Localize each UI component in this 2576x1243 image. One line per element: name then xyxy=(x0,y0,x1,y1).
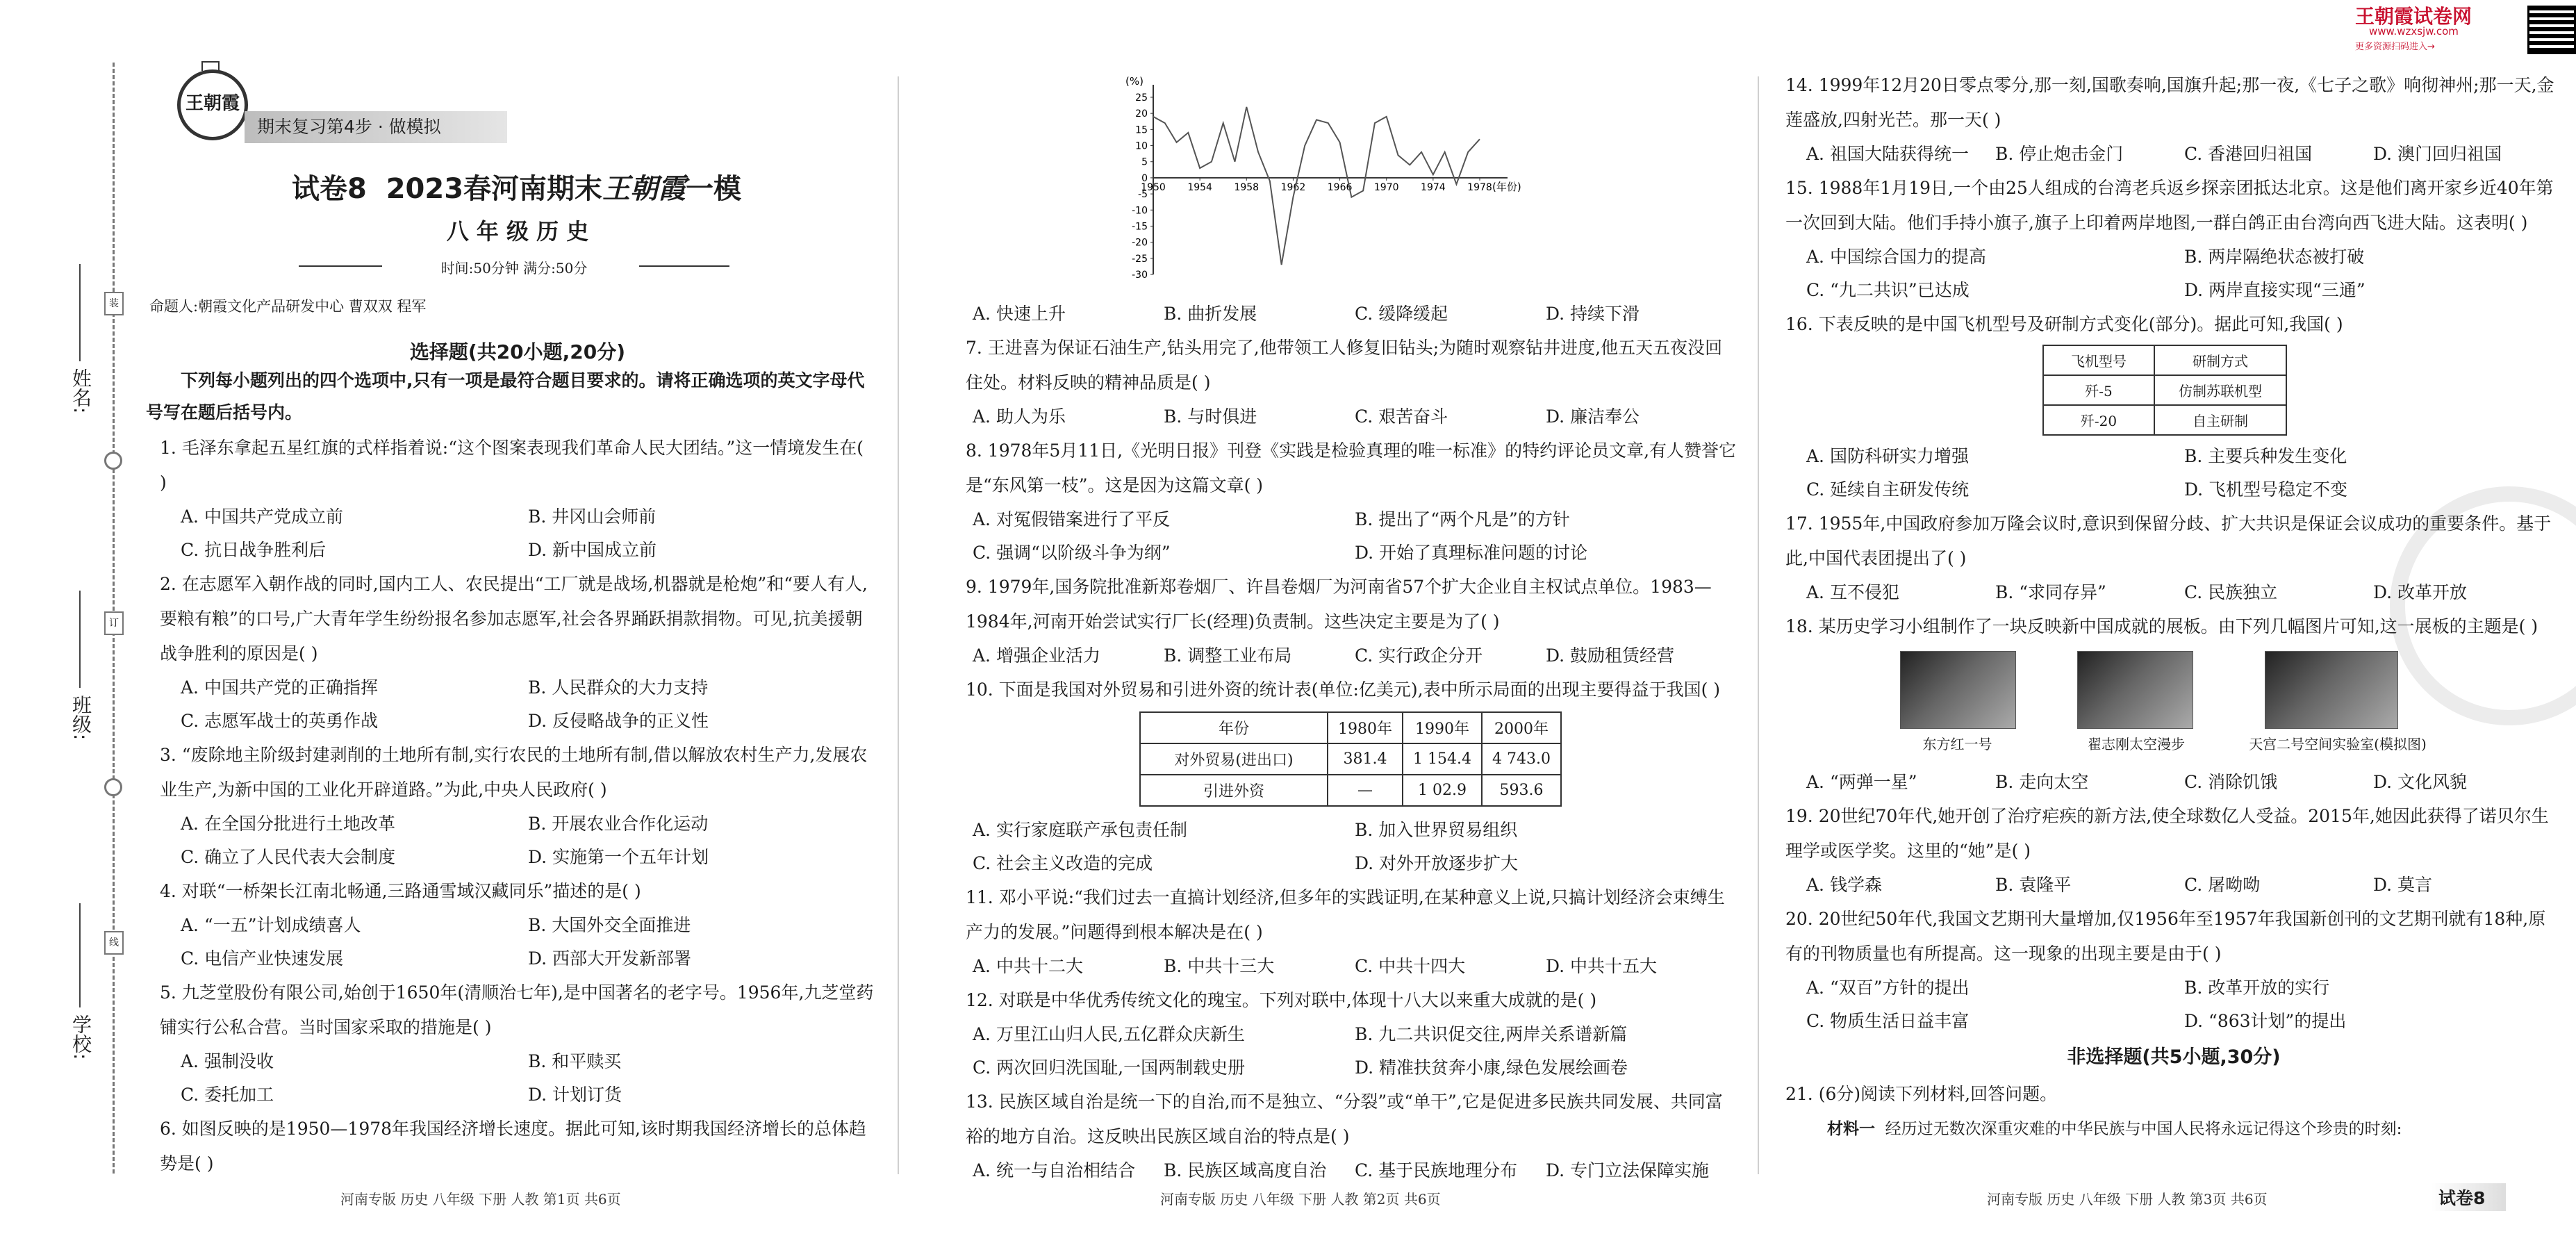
option[interactable]: C. 两次回归洗国耻,一国两制载史册 xyxy=(973,1057,1246,1078)
question-1 xyxy=(160,431,875,567)
column-1 xyxy=(146,0,889,1243)
option[interactable]: C. 缓降缓起 xyxy=(1355,304,1448,324)
question-stem: 7. 王进喜为保证石油生产,钻头用完了,他带领工人修复旧钻头;为随时观察钻井进度,他五天五夜没回住处。材料反映的精神品质是( ) xyxy=(966,338,1723,393)
option[interactable]: B. 开展农业合作化运动 xyxy=(528,814,709,834)
site-logo[interactable]: 王朝霞试卷网 xyxy=(2355,5,2472,28)
option[interactable]: D. 计划订货 xyxy=(528,1085,622,1105)
column-2 xyxy=(952,0,1751,1243)
option[interactable]: A. “两弹一星” xyxy=(1806,772,1917,792)
x-tick-label: 1954 xyxy=(1187,181,1212,193)
option[interactable]: C. 物质生活日益丰富 xyxy=(1806,1011,1970,1031)
binding-marker: 订 xyxy=(104,611,124,635)
option[interactable]: A. 中国综合国力的提高 xyxy=(1806,247,1986,267)
question-stem: 21. (6分)阅读下列材料,回答问题。 xyxy=(1785,1084,2058,1104)
site-note: 更多资源扫码进入→ xyxy=(2355,42,2435,52)
photo-caption: 翟志刚太空漫步 xyxy=(2088,736,2185,752)
name-label: 姓名: xyxy=(69,368,92,414)
option[interactable]: B. 改革开放的实行 xyxy=(2184,978,2330,998)
option[interactable]: D. 持续下滑 xyxy=(1546,304,1640,324)
question-stem: 1. 毛泽东拿起五星红旗的式样指着说:“这个图案表现我们革命人民大团结。”这一情境发生在( ) xyxy=(160,438,864,493)
option[interactable]: A. 钱学森 xyxy=(1806,875,1882,895)
option[interactable]: C. 实行政企分开 xyxy=(1355,645,1483,666)
option[interactable]: B. 井冈山会师前 xyxy=(528,507,657,527)
option[interactable]: B. 主要兵种发生变化 xyxy=(2184,446,2347,466)
option[interactable]: D. 精准扶贫奔小康,绿色发展绘画卷 xyxy=(1355,1057,1628,1078)
option[interactable]: A. 快速上升 xyxy=(973,304,1066,324)
option[interactable]: A. “双百”方针的提出 xyxy=(1806,978,1970,998)
option[interactable]: B. 九二共识促交往,两岸关系谱新篇 xyxy=(1355,1024,1628,1044)
option[interactable]: C. 中共十四大 xyxy=(1355,956,1466,976)
option[interactable]: D. 莫言 xyxy=(2373,875,2433,895)
question-stem: 15. 1988年1月19日,一个由25人组成的台湾老兵返乡探亲团抵达北京。这是他们离开家乡近40年第一次回到大陆。他们手持小旗子,旗子上印着两岸地图,一群白鸽正由台湾向西飞进大陆。这表明( ) xyxy=(1785,178,2554,233)
crown-icon xyxy=(201,61,220,71)
title-main: 2023春河南期末 xyxy=(386,173,603,205)
binding-marker: 线 xyxy=(104,931,124,955)
page-footer: 河南专版 历史 八年级 下册 人教 第3页 共6页 xyxy=(1987,1191,2268,1208)
option[interactable]: D. 飞机型号稳定不变 xyxy=(2184,479,2348,500)
question-stem: 11. 邓小平说:“我们过去一直搞计划经济,但多年的实践证明,在某种意义上说,只搞计划经济会束缚生产力的发展。”问题得到根本解决是在( ) xyxy=(966,887,1725,942)
option[interactable]: B. “求同存异” xyxy=(1995,582,2106,602)
option[interactable]: B. 曲折发展 xyxy=(1164,304,1257,324)
question-14 xyxy=(1785,68,2562,171)
option[interactable]: A. 中国共产党的正确指挥 xyxy=(181,677,378,698)
binding-marker: 装 xyxy=(104,292,124,315)
option[interactable]: D. 两岸直接实现“三通” xyxy=(2184,280,2366,300)
question-7 xyxy=(966,331,1737,434)
question-stem: 20. 20世纪50年代,我国文艺期刊大量增加,仅1956年至1957年我国新创刊的文艺期刊就有18种,原有的刊物质量也有所提高。这一现象的出现主要是由于( ) xyxy=(1785,909,2546,964)
option[interactable]: C. 抗日战争胜利后 xyxy=(181,540,327,560)
x-tick-label: 1978 xyxy=(1467,181,1492,193)
option[interactable]: D. 鼓励租赁经营 xyxy=(1546,645,1675,666)
question-2 xyxy=(160,567,875,738)
table-row xyxy=(1140,775,1561,806)
table-cell: 1990年 xyxy=(1403,712,1482,743)
option[interactable]: D. 廉洁奉公 xyxy=(1546,406,1640,427)
question-stem: 19. 20世纪70年代,她开创了治疗疟疾的新方法,使全球数亿人受益。2015年,她因此获得了诺贝尔生理学或医学奖。这里的“她”是( ) xyxy=(1785,806,2549,861)
instructions: 下列每小题列出的四个选项中,只有一项是最符合题目要求的。请将正确选项的英文字母代号写在题后括号内。 xyxy=(146,370,865,422)
x-axis-label: (年份) xyxy=(1492,180,1521,193)
title-brand: 王朝霞 xyxy=(602,172,686,205)
option[interactable]: C. “九二共识”已达成 xyxy=(1806,280,1970,300)
option[interactable]: A. 互不侵犯 xyxy=(1806,582,1899,602)
option[interactable]: B. 人民群众的大力支持 xyxy=(528,677,709,698)
option[interactable]: A. 强制没收 xyxy=(181,1051,274,1071)
question-16 xyxy=(1785,307,2562,507)
option[interactable]: D. “863计划”的提出 xyxy=(2184,1011,2347,1031)
photo-caption: 东方红一号 xyxy=(1922,736,1992,752)
table-cell: 2000年 xyxy=(1482,712,1561,743)
table-cell: 年份 xyxy=(1140,712,1328,743)
table-row xyxy=(2043,405,2286,435)
question-19 xyxy=(1785,799,2562,902)
question-stem: 10. 下面是我国对外贸易和引进外资的统计表(单位:亿美元),表中所示局面的出现主要得益于我国( ) xyxy=(966,680,1721,700)
option[interactable]: B. 加入世界贸易组织 xyxy=(1355,820,1518,840)
option[interactable]: B. 民族区域高度自治 xyxy=(1164,1160,1327,1180)
material-label: 材料一 xyxy=(1827,1119,1875,1138)
y-tick-label: -15 xyxy=(1132,221,1148,233)
question-stem: 12. 对联是中华优秀传统文化的瑰宝。下列对联中,体现十八大以来重大成就的是( ) xyxy=(966,990,1597,1010)
option[interactable]: B. 大国外交全面推进 xyxy=(528,915,691,935)
class-label: 班级: xyxy=(69,695,92,741)
question-stem: 18. 某历史学习小组制作了一块反映新中国成就的展板。由下列几幅图片可知,这一展板的主题是( ) xyxy=(1785,616,2538,636)
option[interactable]: C. 香港回归祖国 xyxy=(2184,144,2313,164)
question-11 xyxy=(966,880,1737,983)
questions-col2 xyxy=(966,297,1737,1187)
option[interactable]: C. 艰苦奋斗 xyxy=(1355,406,1448,427)
question-21 xyxy=(1785,1077,2562,1146)
table-cell: 自主研制 xyxy=(2154,405,2286,435)
x-tick-label: 1966 xyxy=(1327,181,1353,193)
table-row xyxy=(1140,743,1561,775)
trade-table xyxy=(1139,711,1562,807)
y-tick-label: 10 xyxy=(1135,140,1148,152)
table-cell: 381.4 xyxy=(1328,743,1403,775)
material-text: 经历过无数次深重灾难的中华民族与中国人民将永远记得这个珍贵的时刻: xyxy=(1885,1120,2402,1138)
option[interactable]: C. 社会主义改造的完成 xyxy=(973,853,1153,873)
y-tick-label: -30 xyxy=(1132,270,1148,281)
option[interactable]: B. 提出了“两个凡是”的方针 xyxy=(1355,509,1570,529)
y-axis-label: (%) xyxy=(1125,76,1143,88)
option[interactable]: D. 反侵略战争的正义性 xyxy=(528,711,709,731)
option[interactable]: D. 实施第一个五年计划 xyxy=(528,847,709,867)
option[interactable]: B. 两岸隔绝状态被打破 xyxy=(2184,247,2365,267)
questions-col3 xyxy=(1785,68,2562,1146)
table-cell: 对外贸易(进出口) xyxy=(1140,743,1328,775)
question-stem: 14. 1999年12月20日零点零分,那一刻,国歌奏响,国旗升起;那一夜,《七子之歌》响彻神州;那一天,金莲盛放,四射光芒。那一天( ) xyxy=(1785,75,2554,130)
option[interactable]: A. 助人为乐 xyxy=(973,406,1066,427)
table-cell: 歼-5 xyxy=(2043,375,2154,405)
option[interactable]: B. 中共十三大 xyxy=(1164,956,1275,976)
option[interactable]: D. 新中国成立前 xyxy=(528,540,657,560)
site-url[interactable]: www.wzxsjw.com xyxy=(2369,25,2459,38)
x-tick-label: 1970 xyxy=(1373,181,1399,193)
y-tick-label: 0 xyxy=(1141,172,1148,184)
x-tick-label: 1950 xyxy=(1141,181,1166,193)
question-5 xyxy=(160,976,875,1112)
option[interactable]: B. 停止炮击金门 xyxy=(1995,144,2124,164)
table-cell: 1 02.9 xyxy=(1403,775,1482,806)
qr-code-icon[interactable] xyxy=(2527,6,2576,54)
binding-hole xyxy=(104,778,122,796)
option[interactable]: C. 志愿军战士的英勇作战 xyxy=(181,711,379,731)
table-cell: 研制方式 xyxy=(2154,345,2286,375)
photo-caption: 天宫二号空间实验室(模拟图) xyxy=(2249,736,2427,752)
y-tick-label: 20 xyxy=(1135,108,1148,120)
option[interactable]: D. 西部大开发新部署 xyxy=(528,948,692,969)
question-stem: 8. 1978年5月11日,《光明日报》刊登《实践是检验真理的唯一标准》的特约评论员文章,有人赞誉它是“东风第一枝”。这是因为这篇文章( ) xyxy=(966,441,1737,495)
question-3 xyxy=(160,738,875,874)
section-title: 选择题(共20小题,20分) xyxy=(409,340,626,363)
option[interactable]: D. 中共十五大 xyxy=(1546,956,1658,976)
question-stem: 4. 对联“一桥架长江南北畅通,三路通雪域汉藏同乐”描述的是( ) xyxy=(160,881,641,901)
questions-col1 xyxy=(160,431,875,1181)
photo-row xyxy=(1785,644,2562,766)
question-6 xyxy=(160,1112,875,1181)
x-tick-label: 1962 xyxy=(1280,181,1306,193)
option[interactable]: B. 走向太空 xyxy=(1995,772,2089,792)
question-13 xyxy=(966,1085,1737,1187)
binding-sidebar xyxy=(0,0,139,1243)
question-9 xyxy=(966,570,1737,673)
table-cell: 4 743.0 xyxy=(1482,743,1561,775)
question-stem: 17. 1955年,中国政府参加万隆会议时,意识到保留分歧、扩大共识是保证会议成功的重要条件。基于此,中国代表团提出了( ) xyxy=(1785,513,2552,568)
question-stem: 16. 下表反映的是中国飞机型号及研制方式变化(部分)。据此可知,我国( ) xyxy=(1785,314,2343,334)
option[interactable]: A. 统一与自治相结合 xyxy=(973,1160,1135,1180)
option[interactable]: A. 祖国大陆获得统一 xyxy=(1806,144,1969,164)
option[interactable]: B. 调整工业布局 xyxy=(1164,645,1292,666)
space-lab-photo xyxy=(2265,651,2398,729)
table-cell: 引进外资 xyxy=(1140,775,1328,806)
question-15 xyxy=(1785,171,2562,307)
page-footer: 河南专版 历史 八年级 下册 人教 第2页 共6页 xyxy=(1160,1191,1441,1208)
question-stem: 3. “废除地主阶级封建剥削的土地所有制,实行农民的土地所有制,借以解放农村生产力,发展农业生产,为新中国的工业化开辟道路。”为此,中央人民政府( ) xyxy=(160,745,868,800)
option[interactable]: D. 文化风貌 xyxy=(2373,772,2468,792)
option[interactable]: C. 委托加工 xyxy=(181,1085,274,1105)
option[interactable]: C. 屠呦呦 xyxy=(2184,875,2261,895)
y-tick-label: 25 xyxy=(1135,92,1148,104)
option[interactable]: A. 中国共产党成立前 xyxy=(181,507,343,527)
option[interactable]: A. 中共十二大 xyxy=(973,956,1083,976)
brand-logo: 王朝霞 xyxy=(177,69,248,140)
y-tick-label: -25 xyxy=(1132,253,1148,265)
option[interactable]: A. 增强企业活力 xyxy=(973,645,1100,666)
table-row xyxy=(2043,375,2286,405)
option[interactable]: B. 与时俱进 xyxy=(1164,406,1257,427)
school-label: 学校: xyxy=(69,1014,92,1060)
y-tick-label: 5 xyxy=(1141,156,1148,168)
question-17 xyxy=(1785,507,2562,609)
page-title xyxy=(292,167,741,206)
option[interactable]: D. 对外开放逐步扩大 xyxy=(1355,853,1519,873)
option[interactable]: D. 开始了真理标准问题的讨论 xyxy=(1355,543,1588,563)
binding-hole xyxy=(104,452,122,470)
column-divider xyxy=(1758,76,1759,1174)
spacewalk-photo xyxy=(2077,651,2193,729)
option[interactable]: B. 和平赎买 xyxy=(528,1051,622,1071)
option[interactable]: A. 实行家庭联产承包责任制 xyxy=(973,820,1187,840)
growth-line-chart xyxy=(1112,76,1570,292)
table-cell: 歼-20 xyxy=(2043,405,2154,435)
y-tick-label: 15 xyxy=(1135,124,1148,136)
question-stem: 9. 1979年,国务院批准新郑卷烟厂、许昌卷烟厂为河南省57个扩大企业自主权试点单位。1983—1984年,河南开始尝试实行厂长(经理)负责制。这些决定主要是为了( ) xyxy=(966,577,1712,632)
option[interactable]: C. 确立了人民代表大会制度 xyxy=(181,847,396,867)
x-tick-label: 1958 xyxy=(1234,181,1260,193)
question-4 xyxy=(160,874,875,976)
question-8 xyxy=(966,434,1737,570)
column-3 xyxy=(1778,0,2576,1243)
title-prefix: 试卷8 xyxy=(292,173,367,205)
table-cell: 1980年 xyxy=(1328,712,1403,743)
table-cell: — xyxy=(1328,775,1403,806)
question-18 xyxy=(1785,609,2562,799)
question-20 xyxy=(1785,902,2562,1038)
option[interactable]: B. 袁隆平 xyxy=(1995,875,2072,895)
option[interactable]: C. 电信产业快速发展 xyxy=(181,948,344,969)
option[interactable]: C. 民族独立 xyxy=(2184,582,2278,602)
y-tick-label: -10 xyxy=(1132,205,1148,217)
question-stem: 2. 在志愿军入朝作战的同时,国内工人、农民提出“工厂就是战场,机器就是枪炮”和“要人有人,要粮有粮”的口号,广大青年学生纷纷报名参加志愿军,社会各界踊跃捐款捐物。可见,抗美援朝战争胜利的原因是( ) xyxy=(160,574,868,664)
option[interactable]: A. 万里江山归人民,五亿群众庆新生 xyxy=(973,1024,1245,1044)
name-field-line[interactable] xyxy=(79,264,81,361)
table-header-row xyxy=(1140,712,1561,743)
table-cell: 仿制苏联机型 xyxy=(2154,375,2286,405)
option[interactable]: C. 消除饥饿 xyxy=(2184,772,2278,792)
page-footer: 河南专版 历史 八年级 下册 人教 第1页 共6页 xyxy=(340,1191,621,1208)
table-header-row xyxy=(2043,345,2286,375)
question-10 xyxy=(966,673,1737,880)
table-cell: 593.6 xyxy=(1482,775,1561,806)
y-tick-label: -20 xyxy=(1132,237,1148,249)
satellite-photo xyxy=(1900,651,2016,729)
section-title: 非选择题(共5小题,30分) xyxy=(2067,1046,2281,1068)
school-field-line[interactable] xyxy=(79,903,81,1007)
paper-tag: 试卷8 xyxy=(2431,1183,2506,1211)
option[interactable]: D. 专门立法保障实施 xyxy=(1546,1160,1710,1180)
subtitle: 八 年 级 历 史 xyxy=(446,218,589,245)
material-1 xyxy=(1785,1112,2562,1146)
table-cell: 飞机型号 xyxy=(2043,345,2154,375)
title-suffix: 一模 xyxy=(686,173,742,205)
time-score: 时间:50分钟 满分:50分 xyxy=(440,260,588,277)
divider xyxy=(299,265,382,267)
option[interactable]: A. 对冤假错案进行了平反 xyxy=(973,509,1170,529)
question-stem: 5. 九芝堂股份有限公司,始创于1650年(清顺治七年),是中国著名的老字号。1956年,九芝堂药铺实行公私合营。当时国家采取的措施是( ) xyxy=(160,982,874,1037)
question-stem: 6. 如图反映的是1950—1978年我国经济增长速度。据此可知,该时期我国经济增长的总体趋势是( ) xyxy=(160,1119,866,1174)
divider xyxy=(639,265,729,267)
step-banner: 期末复习第4步 · 做模拟 xyxy=(245,111,507,143)
option[interactable]: A. 国防科研实力增强 xyxy=(1806,446,1969,466)
option[interactable]: D. 澳门回归祖国 xyxy=(2373,144,2502,164)
option[interactable]: D. 改革开放 xyxy=(2373,582,2468,602)
option[interactable]: A. 在全国分批进行土地改革 xyxy=(181,814,395,834)
column-divider xyxy=(898,76,899,1174)
x-tick-label: 1974 xyxy=(1421,181,1446,193)
table-cell: 1 154.4 xyxy=(1403,743,1482,775)
class-field-line[interactable] xyxy=(79,591,81,688)
question-12 xyxy=(966,983,1737,1085)
y-tick-label: -5 xyxy=(1138,189,1148,201)
option[interactable]: C. 强调“以阶级斗争为纲” xyxy=(973,543,1171,563)
question-stem: 13. 民族区域自治是统一下的自治,而不是独立、“分裂”或“单干”,它是促进多民族共同发展、共同富裕的地方自治。这反映出民族区域自治的特点是( ) xyxy=(966,1092,1723,1146)
authors: 命题人:朝霞文化产品研发中心 曹双双 程军 xyxy=(149,298,427,315)
option[interactable]: A. “一五”计划成绩喜人 xyxy=(181,915,361,935)
option[interactable]: C. 延续自主研发传统 xyxy=(1806,479,1970,500)
aircraft-table xyxy=(2042,345,2287,436)
option[interactable]: C. 基于民族地理分布 xyxy=(1355,1160,1518,1180)
